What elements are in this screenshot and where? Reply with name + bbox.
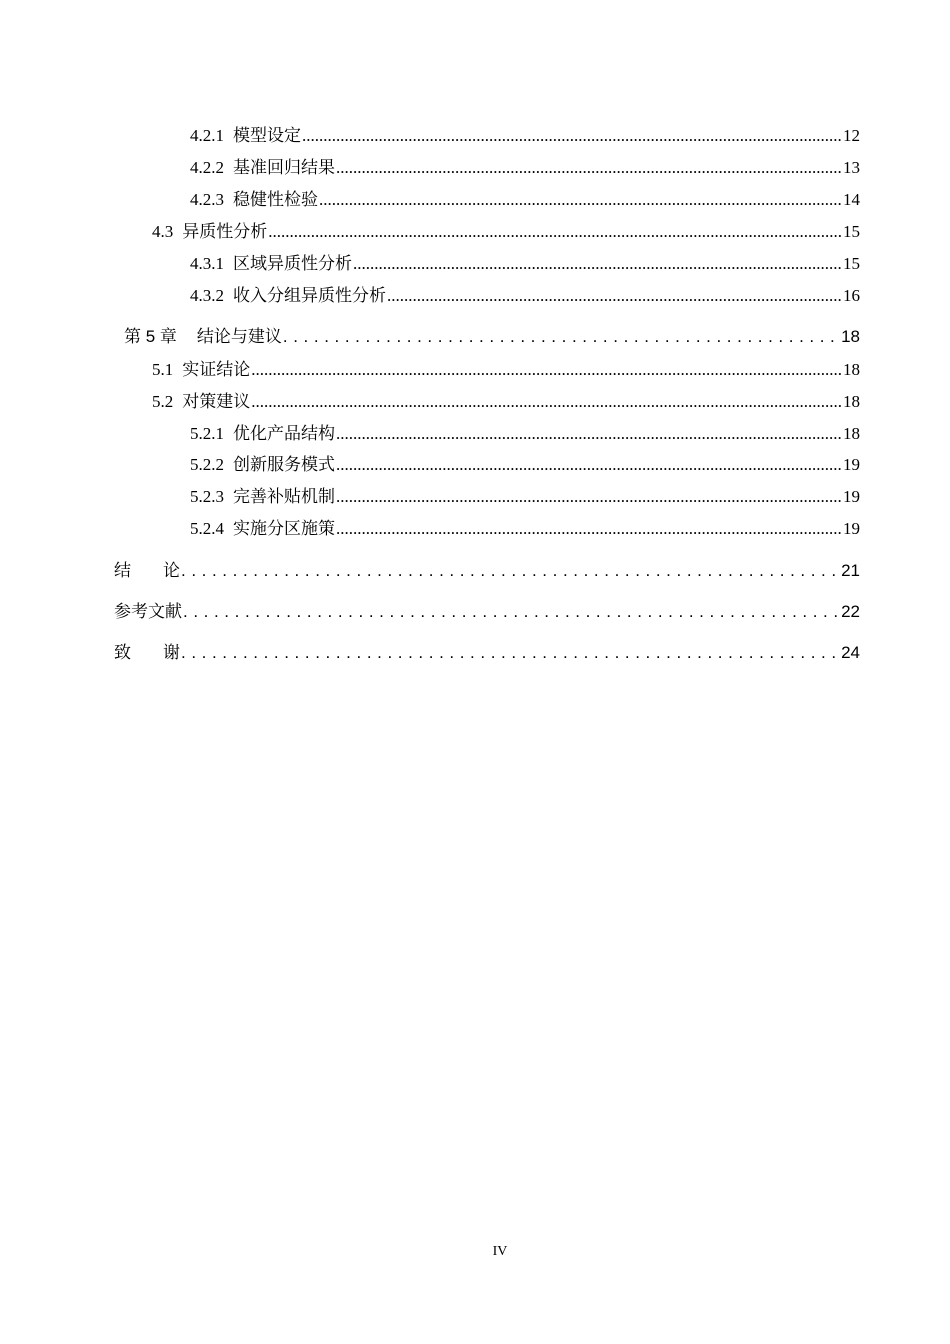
toc-entry-label [190, 153, 335, 178]
toc-entry-label [190, 185, 318, 210]
toc-entry-number: 4.2.2 [190, 158, 224, 177]
toc-entry-conclusion[interactable] [114, 556, 860, 581]
toc-dot-leader [251, 392, 841, 412]
toc-entry-page: 22 [841, 602, 860, 621]
toc-entry-label [190, 419, 335, 444]
toc-entry-label [190, 450, 335, 475]
toc-entry-number: 4.2.1 [190, 126, 224, 145]
toc-entry-page: 19 [843, 455, 860, 474]
toc-entry-title: 收入分组异质性分析 [233, 286, 386, 305]
toc-entry-number: 5.2.2 [190, 455, 224, 474]
toc-entry-4-3-1[interactable] [190, 249, 860, 274]
toc-entry-5-2[interactable] [152, 387, 860, 412]
toc-entry-4-3-2[interactable] [190, 281, 860, 306]
toc-entry-page: 18 [843, 392, 860, 411]
toc-entry-page: 18 [843, 424, 860, 443]
toc-dot-leader [336, 487, 841, 507]
toc-entry-page: 18 [841, 327, 860, 346]
toc-entry-4-2-3[interactable] [190, 185, 860, 210]
toc-dot-leader [181, 643, 839, 663]
toc-entry-title-char-1: 致 [114, 643, 163, 662]
toc-entry-title: 基准回归结果 [233, 158, 335, 177]
page-number: IV [492, 1244, 508, 1259]
toc-entry-references[interactable] [114, 597, 860, 622]
toc-dot-leader [336, 158, 841, 178]
toc-entry-title-char-2: 论 [163, 561, 180, 580]
toc-entry-number: 4.2.3 [190, 190, 224, 209]
toc-entry-title: 创新服务模式 [233, 455, 335, 474]
toc-entry-page: 19 [843, 487, 860, 506]
toc-entry-page: 13 [843, 158, 860, 177]
toc-dot-leader [387, 286, 841, 306]
toc-entry-label [190, 249, 352, 274]
toc-entry-label [152, 355, 250, 380]
toc-entry-page: 24 [841, 643, 860, 662]
toc-entry-title: 完善补贴机制 [233, 487, 335, 506]
toc-entry-acknowledgements[interactable] [114, 638, 860, 663]
toc-dot-leader [336, 519, 841, 539]
toc-entry-page: 19 [843, 519, 860, 538]
toc-entry-4-2-2[interactable] [190, 153, 860, 178]
toc-entry-label [152, 217, 267, 242]
toc-dot-leader [181, 561, 839, 581]
toc-entry-label [124, 322, 282, 347]
toc-entry-5-2-1[interactable] [190, 419, 860, 444]
toc-entry-label [190, 121, 301, 146]
toc-entry-number: 4.3.2 [190, 286, 224, 305]
toc-entry-label [152, 387, 250, 412]
toc-entry-title: 结论与建议 [196, 327, 282, 346]
toc-entry-page: 18 [843, 360, 860, 379]
toc-dot-leader [283, 327, 839, 347]
toc-dot-leader [302, 126, 841, 146]
toc-entry-number: 5.2.1 [190, 424, 224, 443]
toc-entry-number: 5.2 [152, 392, 174, 411]
toc-dot-leader [183, 602, 839, 622]
toc-entry-number: 4.3.1 [190, 254, 224, 273]
toc-entry-number: 4.3 [152, 222, 174, 241]
toc-entry-page: 14 [843, 190, 860, 209]
toc-entry-number: 5.2.3 [190, 487, 224, 506]
toc-entry-5-2-3[interactable] [190, 482, 860, 507]
toc-entry-5-2-2[interactable] [190, 450, 860, 475]
toc-entry-title: 区域异质性分析 [233, 254, 352, 273]
toc-entry-number: 5.1 [152, 360, 174, 379]
toc-entry-title: 参考文献 [114, 602, 182, 621]
toc-entry-title [114, 556, 180, 581]
toc-entry-label [190, 281, 386, 306]
toc-entry-page: 12 [843, 126, 860, 145]
toc-entry-title: 优化产品结构 [233, 424, 335, 443]
toc-entry-title: 稳健性检验 [233, 190, 318, 209]
toc-dot-leader [251, 360, 841, 380]
toc-entry-label [190, 514, 335, 539]
toc-entry-5-1[interactable] [152, 355, 860, 380]
toc-entry-page: 15 [843, 222, 860, 241]
toc-entry-title: 异质性分析 [182, 222, 268, 241]
toc-entry-chapter-5[interactable] [124, 322, 860, 347]
toc-entry-label [190, 482, 335, 507]
toc-entry-page: 21 [841, 561, 860, 580]
toc-dot-leader [268, 222, 841, 242]
toc-entry-title: 模型设定 [233, 126, 301, 145]
toc-entry-4-3[interactable] [152, 217, 860, 242]
toc-entry-title: 对策建议 [182, 392, 251, 411]
toc-entry-title: 实施分区施策 [233, 519, 335, 538]
toc-entry-number: 第 5 章 [124, 327, 177, 346]
toc-dot-leader [336, 455, 841, 475]
toc-dot-leader [319, 190, 841, 210]
toc-entry-number: 5.2.4 [190, 519, 224, 538]
toc-entry-page: 15 [843, 254, 860, 273]
toc-entry-title: 实证结论 [182, 360, 251, 379]
toc-entry-title-char-2: 谢 [163, 643, 180, 662]
toc-dot-leader [353, 254, 841, 274]
toc-entry-page: 16 [843, 286, 860, 305]
toc-entry-title-char-1: 结 [114, 561, 163, 580]
toc-entry-5-2-4[interactable] [190, 514, 860, 539]
toc-entry-title [114, 638, 180, 663]
toc-dot-leader [336, 424, 841, 444]
toc-entry-4-2-1[interactable] [190, 121, 860, 146]
